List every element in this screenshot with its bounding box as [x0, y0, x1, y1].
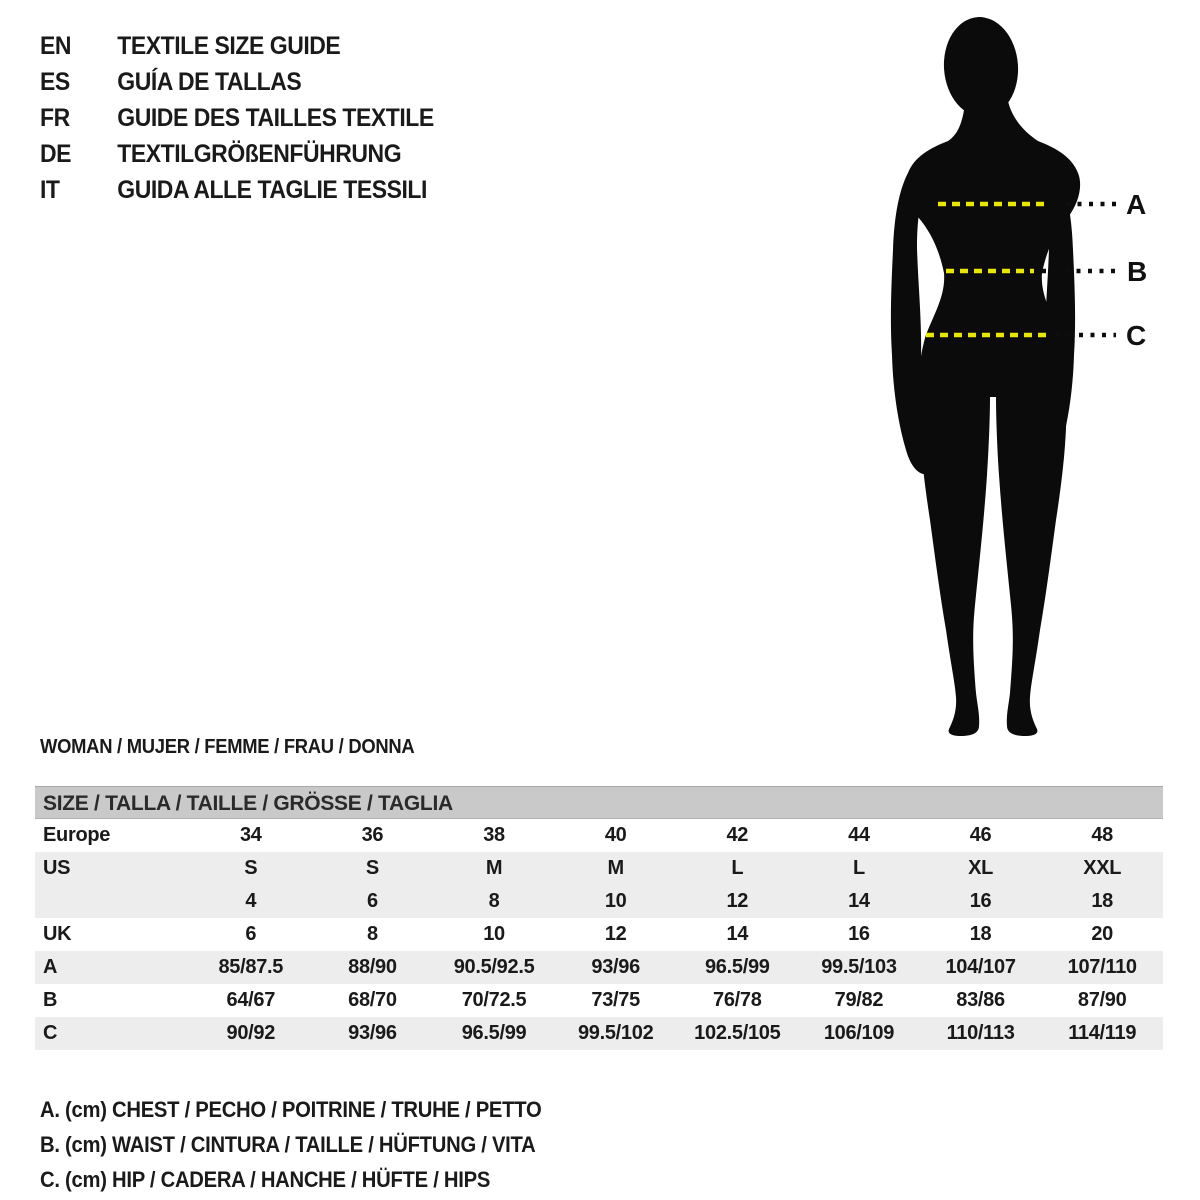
- language-code: FR: [40, 104, 70, 132]
- table-cell: 99.5/103: [821, 956, 897, 978]
- table-cell: 4: [245, 890, 257, 912]
- row-label: C: [43, 1022, 58, 1044]
- language-row: [40, 100, 434, 136]
- language-code: IT: [40, 176, 60, 204]
- table-row: [35, 885, 1163, 918]
- table-cell: 83/86: [956, 989, 1005, 1011]
- legend-line-hip: C. (cm) HIP / CADERA / HANCHE / HÜFTE / HIPS: [40, 1167, 491, 1192]
- row-label: UK: [43, 923, 72, 945]
- measure-label-c: C: [1126, 320, 1147, 351]
- table-cell: 42: [726, 824, 749, 846]
- size-table: [35, 786, 1163, 1050]
- row-label: [35, 885, 190, 918]
- table-cell: S: [244, 857, 258, 879]
- language-row: [40, 172, 434, 208]
- table-cell: 88/90: [348, 956, 397, 978]
- guide-title-en: TEXTILE SIZE GUIDE: [117, 32, 341, 60]
- woman-silhouette-graphic: [860, 5, 1200, 745]
- measurement-figure: [860, 5, 1200, 745]
- table-cell: 36: [361, 824, 384, 846]
- table-cell: 106/109: [823, 1022, 895, 1044]
- section-title-woman: WOMAN / MUJER / FEMME / FRAU / DONNA: [40, 736, 415, 758]
- table-cell: 38: [483, 824, 505, 846]
- measure-label-a: A: [1126, 189, 1147, 220]
- table-row: [35, 819, 1163, 852]
- table-row: [35, 984, 1163, 1017]
- table-cell: 107/110: [1067, 956, 1137, 978]
- table-cell: 48: [1091, 824, 1114, 846]
- row-label: B: [43, 989, 58, 1011]
- table-cell: 93/96: [591, 956, 640, 978]
- table-cell: M: [607, 857, 624, 879]
- measurement-legend: [40, 1092, 541, 1197]
- row-label: US: [43, 857, 71, 879]
- table-cell: 12: [604, 923, 627, 945]
- table-cell: 8: [488, 890, 500, 912]
- table-cell: 99.5/102: [577, 1022, 654, 1044]
- table-row: [35, 951, 1163, 984]
- language-row: [40, 64, 434, 100]
- table-cell: 90/92: [226, 1022, 276, 1044]
- table-cell: 18: [969, 923, 992, 945]
- size-table-header: SIZE / TALLA / TAILLE / GRÖSSE / TAGLIA: [35, 786, 1163, 819]
- table-cell: 34: [239, 824, 262, 846]
- table-cell: 46: [969, 824, 992, 846]
- table-cell: 10: [604, 890, 627, 912]
- table-cell: 85/87.5: [218, 956, 284, 978]
- guide-title-it: GUIDA ALLE TAGLIE TESSILI: [117, 176, 427, 204]
- table-cell: 96.5/99: [704, 956, 770, 978]
- table-cell: 70/72.5: [461, 989, 527, 1011]
- table-cell: 64/67: [226, 989, 276, 1011]
- table-row: [35, 852, 1163, 885]
- table-cell: L: [731, 857, 744, 879]
- table-cell: 16: [848, 923, 870, 945]
- guide-title-es: GUÍA DE TALLAS: [117, 68, 302, 96]
- table-cell: 90.5/92.5: [453, 956, 535, 978]
- table-cell: 114/119: [1068, 1022, 1137, 1044]
- table-row: [35, 1017, 1163, 1050]
- table-cell: 102.5/105: [694, 1022, 781, 1044]
- table-cell: 110/113: [946, 1022, 1015, 1044]
- table-cell: XXL: [1083, 857, 1122, 879]
- table-cell: 14: [726, 923, 749, 945]
- guide-title-de: TEXTILGRÖßENFÜHRUNG: [117, 140, 402, 168]
- table-cell: XL: [968, 857, 994, 879]
- table-row: [35, 918, 1163, 951]
- table-cell: 96.5/99: [461, 1022, 527, 1044]
- table-cell: 20: [1091, 923, 1114, 945]
- woman-silhouette: [891, 15, 1080, 736]
- legend-line-chest: A. (cm) CHEST / PECHO / POITRINE / TRUHE / PETTO: [40, 1097, 542, 1122]
- table-cell: S: [365, 857, 379, 879]
- table-cell: 40: [604, 824, 627, 846]
- language-code: DE: [40, 140, 72, 168]
- measure-label-b: B: [1127, 256, 1148, 287]
- language-code: EN: [40, 32, 72, 60]
- size-table-rows: [35, 819, 1163, 1050]
- guide-title-fr: GUIDE DES TAILLES TEXTILE: [117, 104, 434, 132]
- table-cell: 10: [483, 923, 505, 945]
- table-cell: 12: [726, 890, 749, 912]
- language-code: ES: [40, 68, 70, 96]
- table-cell: 93/96: [348, 1022, 397, 1044]
- table-cell: 6: [245, 923, 257, 945]
- language-row: [40, 28, 434, 64]
- table-cell: 16: [969, 890, 992, 912]
- table-cell: 73/75: [591, 989, 640, 1011]
- table-cell: 44: [848, 824, 870, 846]
- table-cell: 8: [367, 923, 378, 945]
- legend-line-waist: B. (cm) WAIST / CINTURA / TAILLE / HÜFTUNG / VITA: [40, 1132, 536, 1157]
- table-cell: 14: [848, 890, 870, 912]
- table-cell: 87/90: [1077, 989, 1127, 1011]
- table-cell: 18: [1091, 890, 1114, 912]
- table-cell: M: [485, 857, 503, 879]
- row-label: Europe: [43, 824, 111, 846]
- language-title-block: [40, 28, 434, 208]
- language-row: [40, 136, 434, 172]
- table-cell: 104/107: [945, 956, 1016, 978]
- table-cell: 68/70: [348, 989, 397, 1011]
- table-cell: 79/82: [834, 989, 884, 1011]
- row-label: A: [43, 956, 58, 978]
- table-cell: L: [852, 857, 865, 879]
- table-cell: 6: [367, 890, 378, 912]
- table-cell: 76/78: [713, 989, 762, 1011]
